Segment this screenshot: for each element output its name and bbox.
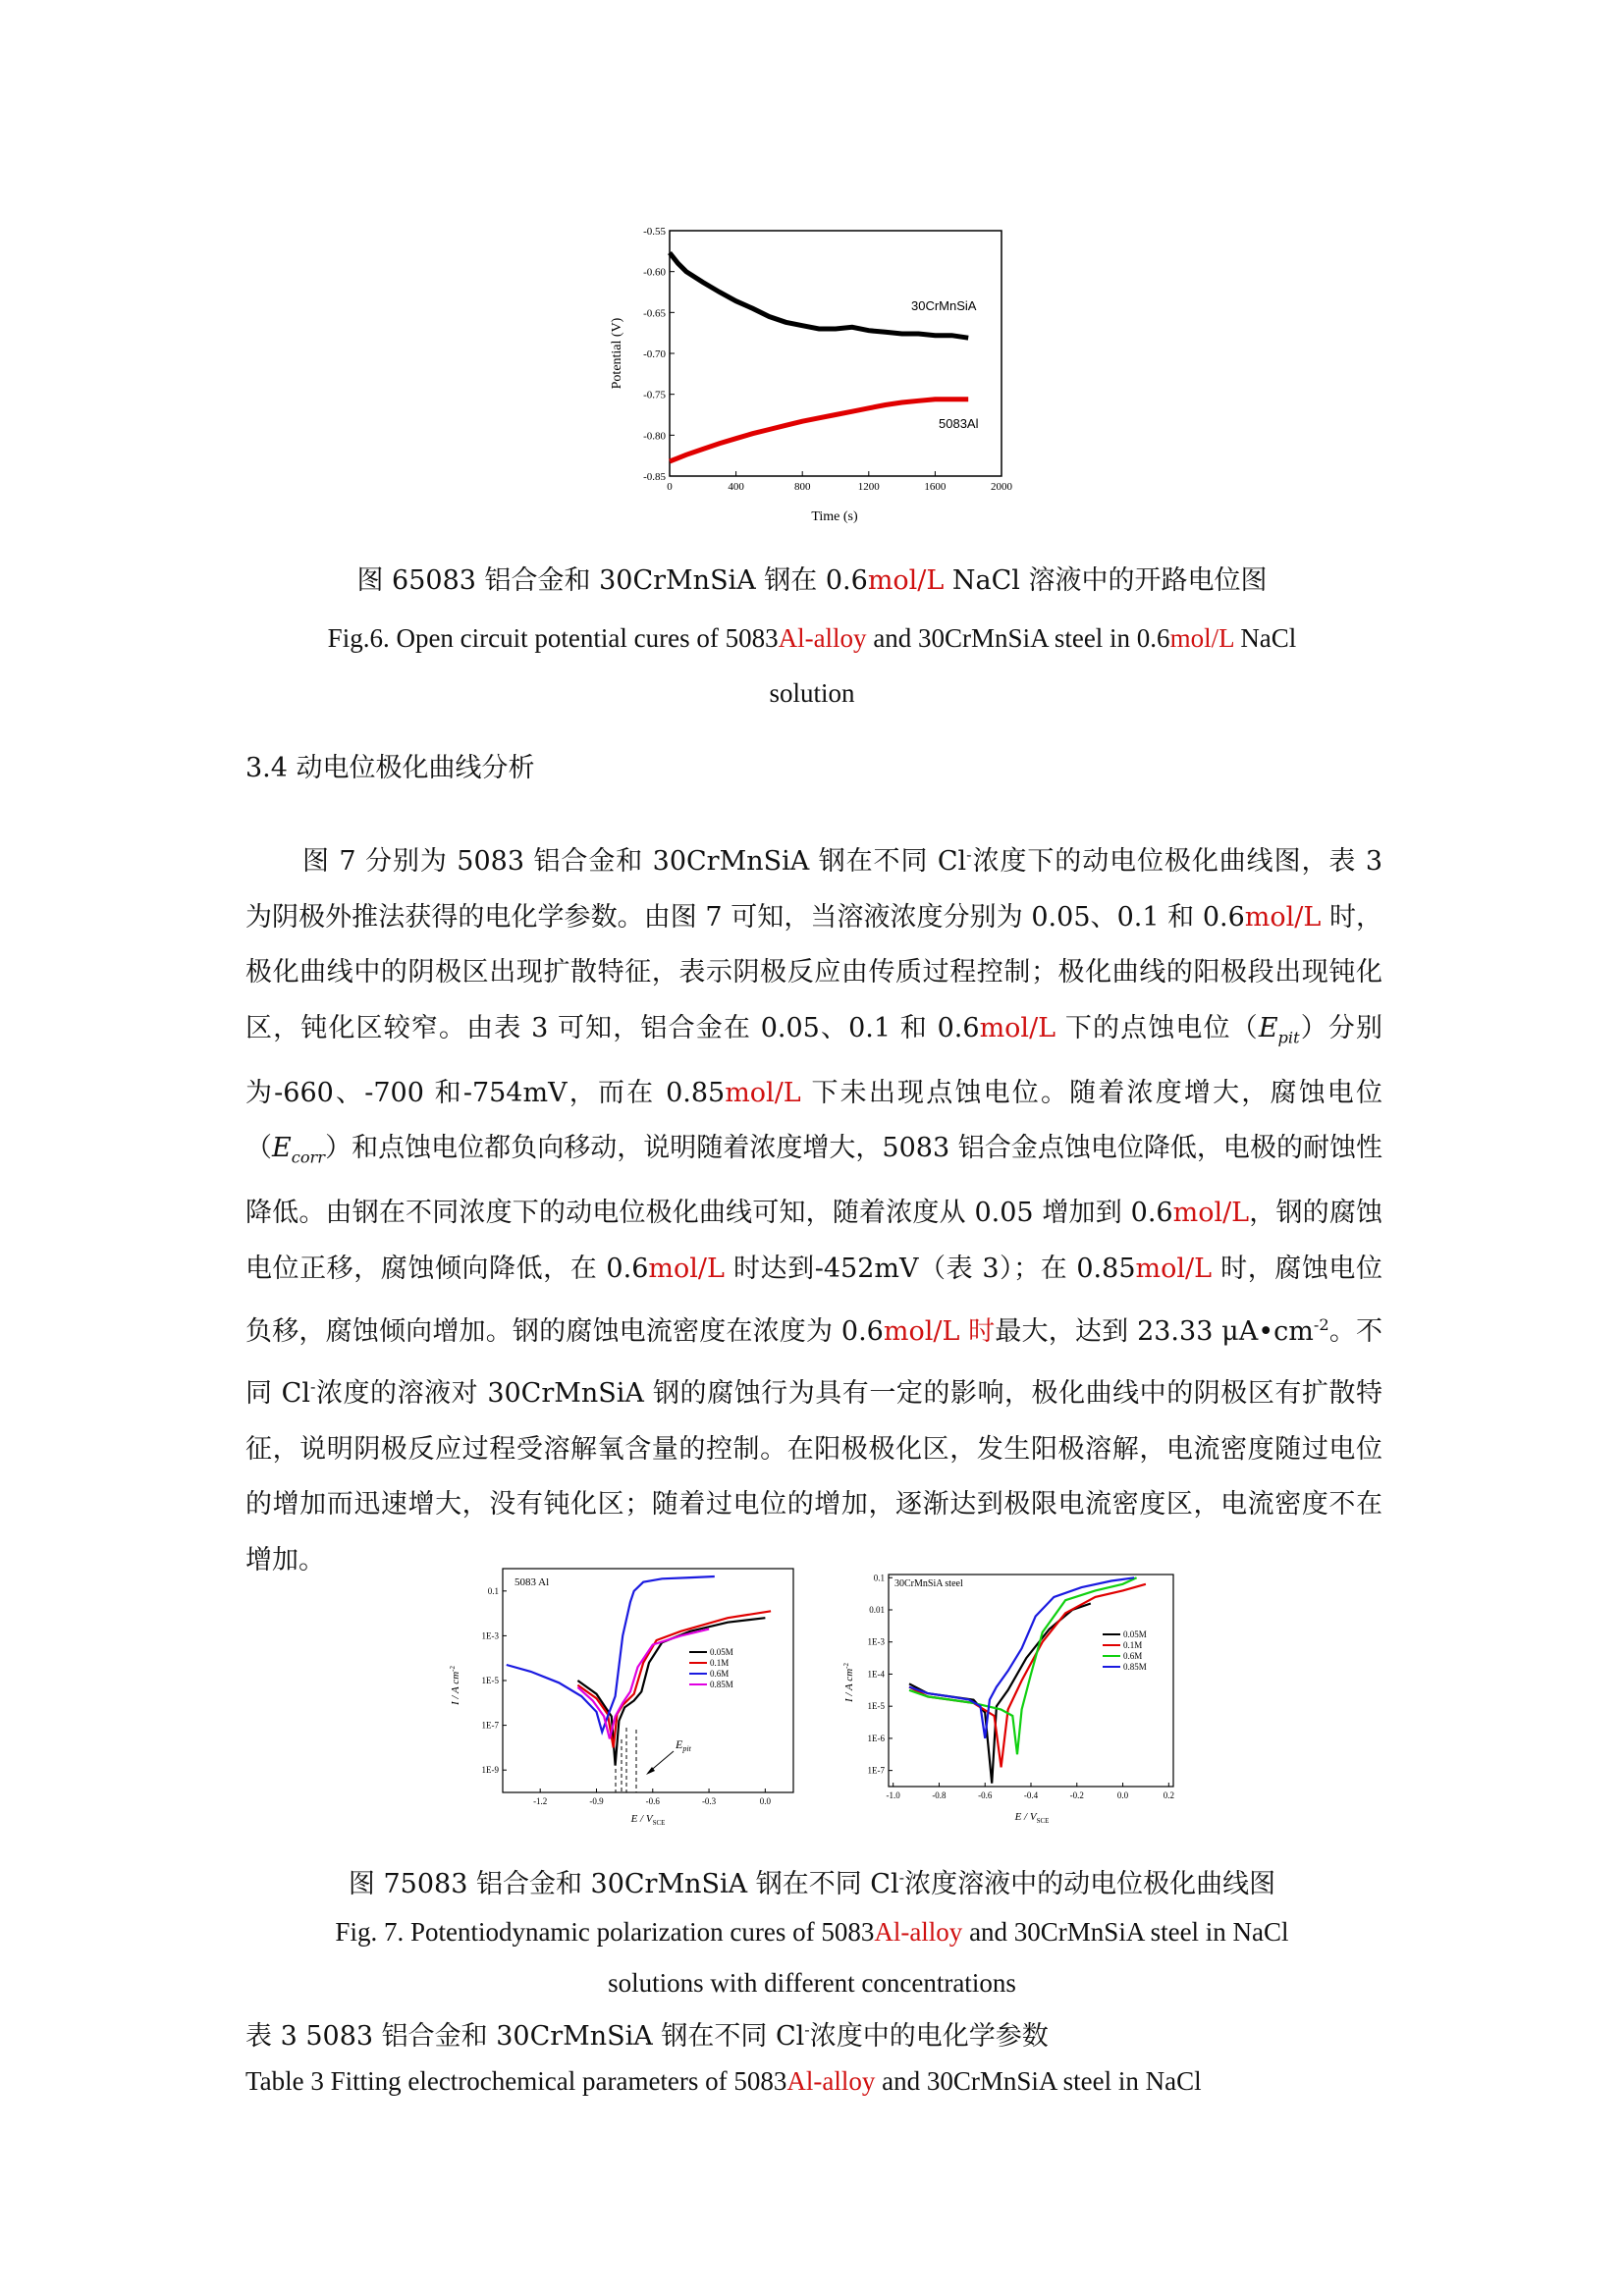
fig6-y-axis-label: Potential (V): [610, 317, 624, 390]
fig7R-xtick-label: -0.6: [978, 1790, 993, 1800]
table3-title-cn-part2: 浓度中的电化学参数: [809, 2021, 1049, 2052]
fig7R-ytick-label: 1E-6: [867, 1733, 885, 1743]
fig7-right-title: 30CrMnSiA steel: [894, 1578, 963, 1589]
fig7-caption-en-alloy: Al-alloy: [874, 1917, 963, 1947]
para-unit: mol/L: [1135, 1253, 1213, 1284]
fig7R-legend-label: 0.1M: [1123, 1640, 1143, 1650]
fig7L-legend-label: 0.05M: [710, 1647, 733, 1657]
fig7-caption-en-part2: and 30CrMnSiA steel in NaCl: [962, 1917, 1289, 1947]
fig6-xtick-label: 800: [793, 481, 811, 493]
fig7-right-chart: [839, 1563, 1193, 1838]
fig7L-ytick-label: 1E-5: [481, 1676, 499, 1685]
fig6-label-5083al: 5083Al: [939, 416, 979, 431]
fig6-x-axis-label: Time (s): [811, 509, 858, 524]
para-text: 时，极化曲线中的阴极区出现扩散特征，表示阴极反应由传质过程控制；极化曲线的阳极段出现钝化区，钝化区较窄。由表 3 可知，铝合金在 0.05、0.1 和 0.6: [245, 901, 1382, 1043]
fig7-left-chart: [442, 1563, 805, 1838]
fig6-ytick-label: -0.60: [643, 266, 666, 279]
para-text: 。不同 Cl: [245, 1315, 1383, 1410]
para-text: 浓度的溶液对 30CrMnSiA 钢的腐蚀行为具有一定的影响，极化曲线中的阴极区有扩散特征，说明阴极反应过程受溶解氧含量的控制。在阳极极化区，发生阳极溶解，电流密度随过电位的增加而迅速增大，没有钝化区；随着过电位的增加，逐渐达到极限电流密度区，电流密度不在增加。: [245, 1378, 1382, 1575]
fig7R-xtick-label: -0.8: [932, 1790, 947, 1800]
fig6-caption-cn: [0, 561, 1624, 601]
table3-title-cn-sup: -: [804, 2020, 810, 2039]
fig6-xtick-label: 1200: [857, 481, 880, 493]
fig7R-ytick-label: 1E-7: [867, 1765, 885, 1776]
fig7L-xtick-label: -0.9: [589, 1796, 604, 1806]
fig7-right-x-axis-label: E / $V_{SCE}$: [1014, 1811, 1050, 1825]
fig7-left-title: 5083 Al: [514, 1576, 550, 1588]
fig7L-xtick-label: -0.3: [701, 1796, 717, 1806]
fig6-xtick-label: 400: [728, 481, 744, 493]
fig7L-legend-label: 0.1M: [710, 1658, 730, 1668]
fig7L-ytick-label: 1E-7: [481, 1720, 499, 1731]
para-symbol: E: [272, 1133, 292, 1164]
para-text: ）和点蚀电位都负向移动，说明随着浓度增大，5083 铝合金点蚀电位降低，电极的耐蚀性降低。由钢在不同浓度下的动电位极化曲线可知，随着浓度从 0.05 增加到 0.6: [245, 1133, 1383, 1229]
fig6-ytick-label: -0.75: [643, 389, 666, 401]
fig6-ytick-label: -0.65: [643, 307, 666, 320]
fig6-chart: [589, 221, 1031, 535]
fig7R-xtick-label: -1.0: [886, 1790, 900, 1800]
fig6-caption-en-part1: Fig.6. Open circuit potential cures of 5083: [327, 623, 779, 653]
table3-title-cn: [245, 2014, 1049, 2053]
para-unit: mol/L: [979, 1012, 1056, 1043]
fig7-right-y-axis-label: I / A $cm^{-2}$: [842, 1663, 855, 1702]
fig7-caption-cn-sup: -: [898, 1868, 905, 1887]
table3-title-en-part2: and 30CrMnSiA steel in NaCl: [875, 2066, 1202, 2096]
para-symbol-sub: corr: [291, 1148, 326, 1167]
fig7-caption-en-part1: Fig. 7. Potentiodynamic polarization cures of 5083: [335, 1917, 875, 1947]
fig7-right-plot-frame: [889, 1575, 1173, 1787]
fig7R-xtick-label: 0.2: [1163, 1790, 1174, 1800]
para-symbol-sub: pit: [1277, 1028, 1300, 1047]
para-symbol: E: [1258, 1012, 1278, 1043]
fig7R-legend-label: 0.6M: [1123, 1651, 1143, 1661]
fig6-caption-en-alloy: Al-alloy: [778, 623, 867, 653]
body-paragraph: [245, 828, 1382, 1589]
fig6-ytick-label: -0.80: [643, 430, 666, 443]
para-text: 时达到-452mV（表 3）；在 0.85: [724, 1253, 1136, 1284]
fig6-caption-cn-part1: 图 65083 铝合金和 30CrMnSiA 钢在 0.6: [356, 565, 868, 596]
para-text: 最大，达到 23.33 μA•cm: [995, 1315, 1314, 1347]
para-sup: -: [309, 1377, 316, 1397]
para-unit: mol/L: [1244, 901, 1322, 933]
fig6-label-30crmnsia: 30CrMnSiA: [911, 298, 977, 313]
fig7L-legend-label: 0.85M: [710, 1680, 733, 1689]
fig7-caption-cn-part1: 图 75083 铝合金和 30CrMnSiA 钢在不同 Cl: [348, 1869, 899, 1899]
para-text: 图 7 分别为 5083 铝合金和 30CrMnSiA 钢在不同 Cl: [302, 846, 967, 877]
fig7L-xtick-label: -0.6: [645, 1796, 660, 1806]
fig6-plot-frame: [670, 231, 1001, 476]
fig7L-series-0p05M: [577, 1618, 765, 1765]
table3-title-en-alloy: Al-alloy: [786, 2066, 876, 2096]
fig7-left-x-axis-label: E / $V_{SCE}$: [630, 1813, 666, 1827]
para-text: ）分别为-660、-700 和-754mV，而在 0.85: [245, 1012, 1382, 1108]
fig6-series-30crmnsia: [670, 253, 968, 339]
para-unit: mol/L: [1172, 1198, 1250, 1229]
fig7L-ytick-label: 1E-3: [481, 1630, 499, 1641]
fig7R-legend-label: 0.85M: [1123, 1662, 1147, 1672]
fig7R-series-0p1M: [909, 1584, 1146, 1768]
fig7L-legend-label: 0.6M: [710, 1669, 730, 1679]
fig7-caption-cn-part2: 浓度溶液中的动电位极化曲线图: [904, 1869, 1276, 1899]
para-unit: mol/L 时: [883, 1315, 996, 1347]
fig7R-ytick-label: 0.01: [869, 1605, 885, 1615]
fig6-caption-en-unit: mol/L: [1169, 623, 1234, 653]
fig6-caption-en-part2: and 30CrMnSiA steel in 0.6: [866, 623, 1170, 653]
fig7R-legend-label: 0.05M: [1123, 1629, 1147, 1639]
fig7L-xtick-label: 0.0: [759, 1796, 771, 1806]
fig6-ytick-label: -0.55: [643, 226, 666, 238]
table3-title-en-part1: Table 3 Fitting electrochemical parameters of 5083: [245, 2066, 787, 2096]
fig7-caption-en: [0, 1912, 1624, 1951]
fig6-ytick-label: -0.70: [643, 348, 666, 360]
fig7R-ytick-label: 1E-4: [867, 1669, 885, 1680]
fig6-caption-en-line2: solution: [769, 678, 855, 708]
para-text: 下的点蚀电位（: [1056, 1012, 1259, 1043]
fig7R-ytick-label: 1E-5: [867, 1701, 885, 1712]
fig7L-ytick-label: 0.1: [487, 1585, 499, 1596]
fig6-series-5083al: [670, 400, 968, 461]
fig7L-ytick-label: 1E-9: [481, 1765, 499, 1776]
fig7-caption-en-line2: solutions with different concentrations: [608, 1968, 1016, 1998]
para-unit: mol/L: [725, 1077, 801, 1108]
fig6-ytick-label: -0.85: [643, 471, 666, 483]
para-text: 时，腐蚀电位负移，腐蚀倾向增加。钢的腐蚀电流密度在浓度为 0.6: [245, 1253, 1382, 1347]
table3-title-en: [245, 2066, 1202, 2097]
fig7R-ytick-label: 1E-3: [867, 1636, 885, 1647]
fig6-xtick-label: 1600: [924, 481, 947, 493]
fig7-caption-cn: [0, 1858, 1624, 1904]
fig7-left-plot-frame: [503, 1569, 793, 1792]
para-sup: -: [966, 845, 972, 864]
section-heading: 3.4 动电位极化曲线分析: [245, 753, 535, 783]
fig7L-xtick-label: -1.2: [533, 1796, 548, 1806]
fig7R-xtick-label: -0.2: [1069, 1790, 1084, 1800]
fig6-xtick-label: 0: [667, 481, 673, 493]
fig7R-xtick-label: 0.0: [1116, 1790, 1129, 1800]
fig7-left-y-axis-label: I / A $cm^{-2}$: [449, 1666, 461, 1705]
para-text: 浓度下的动电位极化曲线图，表 3 为阴极外推法获得的电化学参数。由图 7 可知，当溶液浓度分别为 0.05、0.1 和 0.6: [245, 846, 1382, 933]
fig7L-series-0p6M: [507, 1576, 715, 1732]
fig7R-xtick-label: -0.4: [1023, 1790, 1039, 1800]
fig6-caption-cn-part2: NaCl 溶液中的开路电位图: [944, 565, 1268, 596]
para-unit: mol/L: [648, 1253, 725, 1284]
fig6-caption-en-part3: NaCl: [1233, 623, 1297, 653]
table3-title-cn-part1: 表 3 5083 铝合金和 30CrMnSiA 钢在不同 Cl: [245, 2021, 805, 2052]
para-text: ，钢的腐蚀电位正移，腐蚀倾向降低，在 0.6: [245, 1198, 1383, 1284]
fig6-caption-en: [0, 618, 1624, 658]
para-sup: -2: [1313, 1314, 1329, 1334]
fig7R-ytick-label: 0.1: [873, 1573, 885, 1583]
fig7-left-annotation-epit: $E_{pit}$: [676, 1737, 691, 1753]
fig6-xtick-label: 2000: [991, 481, 1012, 493]
para-text: 下未出现点蚀电位。随着浓度增大，腐蚀电位（: [245, 1077, 1382, 1164]
fig7-left-epit-dashlines: [616, 1728, 636, 1792]
fig6-caption-cn-unit: mol/L: [867, 565, 945, 596]
